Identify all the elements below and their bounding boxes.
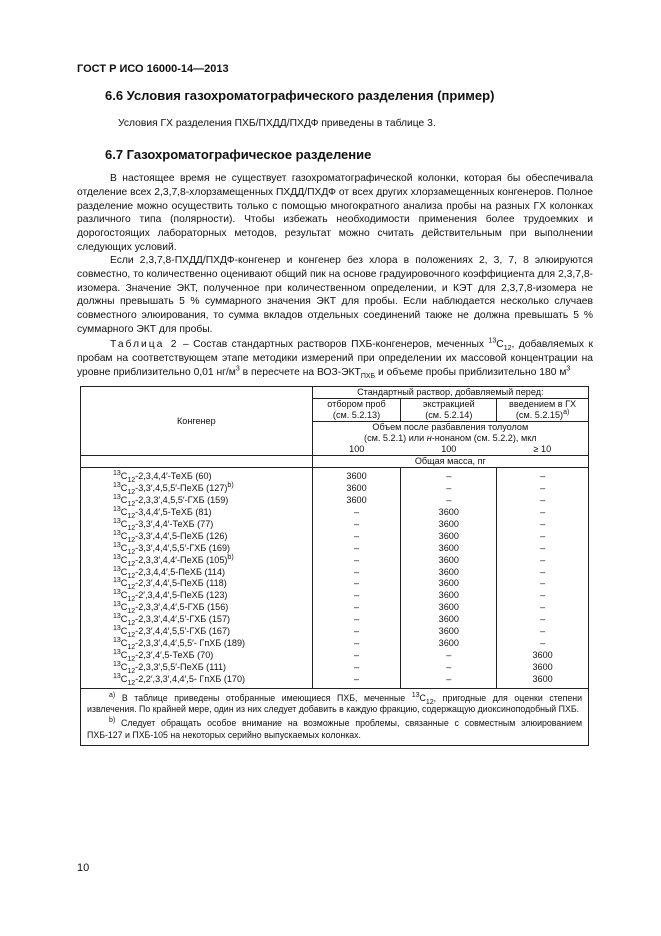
congener-cell: $^{13}C_{12}-2,2',3,3',4,4',5-$ ГпХБ (170) [81,673,313,688]
gc-injection-mass-cell: – [497,626,589,638]
section-6-7-paragraph-1: В настоящее время не существует газохроматографической колонки, которая бы обеспечивала отделение всех 2,3,7,8-хлорзамещенных ПХДД/ПХДФ от всех других хлорзамещенных конгенеров. Полное разделение можно осуществить только с помощью многократного анализа пробы на разных ГХ колонках различного типа (полярности). Чтобы избежать необходимости применения более трудоемких и дорогостоящих лабораторных методов, результат можно считать действительным при выполнении следующих условий. [77,173,593,253]
table-2-label: Таблица 2 [110,339,179,350]
column-header-extraction: экстракцией (см. 5.2.14) [401,399,497,422]
sampling-mass-cell: – [312,602,401,614]
congener-cell: $^{13}C_{12}-2,3',4,4',5$-ПеХБ (118) [81,578,313,590]
congener-cell: $^{13}C_{12}-2,3,3',4,4',5'$-ГХБ (157) [81,614,313,626]
gc-injection-mass-cell: – [497,566,589,578]
sampling-mass-cell: – [312,637,401,649]
section-6-6-title: 6.6 Условия газохроматографического разделения (пример) [105,88,495,103]
footnote-b: $^{b)}$ Следует обращать особое внимание на возможные проблемы, связанные с совместным элюированием ПХБ-127 и ПХБ-105 на некоторых серийно выпускаемых колонках. [87,717,582,740]
extraction-mass-cell: 3600 [401,507,497,519]
table-row [81,495,589,507]
footnote-a: $^{a)}$ В таблице приведены отобранные имеющиеся ПХБ, меченные $^{13}C_{12}$, пригодные для оценки степени извлечения. По крайней мере, один из них следует добавить в каждую фракцию, содержащую диоксиноподобный ПХБ. [87,692,582,715]
extraction-mass-cell: 3600 [401,614,497,626]
table-footnotes [81,689,589,746]
table-2-caption: Таблица 2 – Состав стандартных растворов ПХБ-конгенеров, меченных $^{13}C_{12}$, добавляемых к пробам на соответствующем этапе методики измерений при определении их массовой концентрации на уровне приблизительно 0,01 $нг/м^3$ в пересчете на ВОЗ-$ЭКТ_{ПХБ}$ и объеме пробы приблизительно 180 $м^3$ [77,337,593,380]
congener-cell: $^{13}C_{12}-2,3',4',5$-ТеХБ (70) [81,649,313,661]
table-row [81,542,589,554]
table-row [81,578,589,590]
gc-injection-mass-cell: – [497,507,589,519]
gc-injection-mass-cell: – [497,519,589,531]
section-6-7-paragraph-2: Если 2,3,7,8-ПХДД/ПХДФ-конгенер и конгенер без хлора в положениях 2, 3, 7, 8 элюируются совместно, то количественно оценивают общий пик на основе градуировочного коэффициента для 2,3,7,8-изомера. Значение ЭКТ, полученное при количественном определении, и КЭТ для 2,3,7,8-изомера не должны превышать 5 % суммарного значения ЭКТ для пробы. Если наблюдается несколько случаев совместного элюирования, то сумма вкладов отдельных соединений также не должна превышать 5 % суммарного ЭКТ для пробы. [77,255,593,335]
congener-cell: $^{13}C_{12}-2,3,3',4,4'$-ПеХБ $(105)^{b)}$ [81,554,313,566]
table-row [81,554,589,566]
congener-cell: $^{13}C_{12}-2,3,3',4,5,5'$-ГХБ (159) [81,495,313,507]
table-row [81,519,589,531]
gc-injection-mass-cell: – [497,637,589,649]
sampling-mass-cell: – [312,507,401,519]
congener-cell: $^{13}C_{12}-3,3',4,4',5$-ПеХБ (126) [81,530,313,542]
sampling-mass-cell: – [312,578,401,590]
table-row [81,637,589,649]
sampling-mass-cell: – [312,519,401,531]
table-row [81,602,589,614]
sampling-mass-cell: 3600 [312,468,401,483]
column-header-sampling: отбором проб (см. 5.2.13) [312,399,401,422]
section-6-6-text: Условия ГХ разделения ПХБ/ПХДД/ПХДФ приведены в таблице 3. [118,118,436,129]
column-header-congener: Конгенер [81,387,313,456]
gc-injection-mass-cell: 3600 [497,649,589,661]
sampling-mass-cell: – [312,542,401,554]
table-2 [80,386,589,746]
extraction-mass-cell: 3600 [401,637,497,649]
sampling-mass-cell: – [312,626,401,638]
volume-header: Объем после разбавления толуолом (см. 5.2.1) или н-нонаном (см. 5.2.2), мкл [312,422,588,445]
sampling-mass-cell: – [312,649,401,661]
sampling-mass-cell: 3600 [312,483,401,495]
empty-header-cell [81,456,313,468]
document-header: ГОСТ Р ИСО 16000-14—2013 [77,63,229,75]
extraction-mass-cell: 3600 [401,626,497,638]
table-row [81,507,589,519]
extraction-mass-cell: 3600 [401,519,497,531]
table-row [81,649,589,661]
extraction-mass-cell: – [401,661,497,673]
table-row [81,530,589,542]
gc-injection-mass-cell: – [497,530,589,542]
extraction-mass-cell: – [401,673,497,688]
gc-injection-mass-cell: – [497,614,589,626]
extraction-mass-cell: 3600 [401,602,497,614]
gc-injection-mass-cell: – [497,495,589,507]
congener-cell: $^{13}C_{12}-3,4,4',5$-ТеХБ (81) [81,507,313,519]
extraction-mass-cell: – [401,495,497,507]
volume-value-1: 100 [312,444,401,456]
extraction-mass-cell: – [401,649,497,661]
congener-cell: $^{13}C_{12}-2,3,4,4',5$-ПеХБ (114) [81,566,313,578]
extraction-mass-cell: 3600 [401,590,497,602]
gc-injection-mass-cell: – [497,590,589,602]
extraction-mass-cell: 3600 [401,542,497,554]
volume-value-2: 100 [401,444,497,456]
congener-cell: $^{13}C_{12}-2,3,3',5,5'$-ПеХБ (111) [81,661,313,673]
gc-injection-mass-cell: – [497,554,589,566]
gc-injection-mass-cell: – [497,542,589,554]
congener-cell: $^{13}C_{12}-2,3,3',4,4',5$-ГХБ (156) [81,602,313,614]
sampling-mass-cell: – [312,530,401,542]
sampling-mass-cell: – [312,566,401,578]
sampling-mass-cell: – [312,554,401,566]
gc-injection-mass-cell: 3600 [497,661,589,673]
extraction-mass-cell: 3600 [401,530,497,542]
sampling-mass-cell: – [312,661,401,673]
extraction-mass-cell: 3600 [401,554,497,566]
column-header-std-solution: Стандартный раствор, добавляемый перед: [312,387,588,399]
sampling-mass-cell: – [312,614,401,626]
congener-cell: $^{13}C_{12}-2,3,3',4,4',5,5'-$ ГпХБ (189) [81,637,313,649]
congener-cell: $^{13}C_{12}-2',3,4,4',5$-ПеХБ (123) [81,590,313,602]
table-row [81,468,589,483]
congener-cell: $^{13}C_{12}-3,3',4,4'$-ТеХБ (77) [81,519,313,531]
page-number: 10 [77,862,90,874]
sampling-mass-cell: – [312,673,401,688]
congener-cell: $^{13}C_{12}-2,3,4,4'$-ТеХБ (60) [81,468,313,483]
table-row [81,673,589,688]
congener-cell: $^{13}C_{12}-2,3',4,4',5,5'$-ГХБ (167) [81,626,313,638]
extraction-mass-cell: – [401,468,497,483]
table-row [81,483,589,495]
extraction-mass-cell: 3600 [401,566,497,578]
table-row [81,614,589,626]
sampling-mass-cell: 3600 [312,495,401,507]
extraction-mass-cell: – [401,483,497,495]
congener-cell: $^{13}C_{12}-3,3',4,5,5'$-ПеХБ $(127)^{b)}$ [81,483,313,495]
table-row [81,626,589,638]
gc-injection-mass-cell: – [497,468,589,483]
gc-injection-mass-cell: – [497,578,589,590]
congener-cell: $^{13}C_{12}-3,3',4,4',5,5'$-ГХБ (169) [81,542,313,554]
column-header-gc-injection: введением в ГХ (см. 5.2.15)$^{a)}$ [497,399,589,422]
table-row [81,590,589,602]
sampling-mass-cell: – [312,590,401,602]
gc-injection-mass-cell: – [497,602,589,614]
gc-injection-mass-cell: – [497,483,589,495]
gc-injection-mass-cell: 3600 [497,673,589,688]
extraction-mass-cell: 3600 [401,578,497,590]
section-6-7-title: 6.7 Газохроматографическое разделение [105,147,372,162]
mass-header: Общая масса, пг [312,456,588,468]
volume-value-3: ≥ 10 [497,444,589,456]
table-row [81,566,589,578]
table-row [81,661,589,673]
